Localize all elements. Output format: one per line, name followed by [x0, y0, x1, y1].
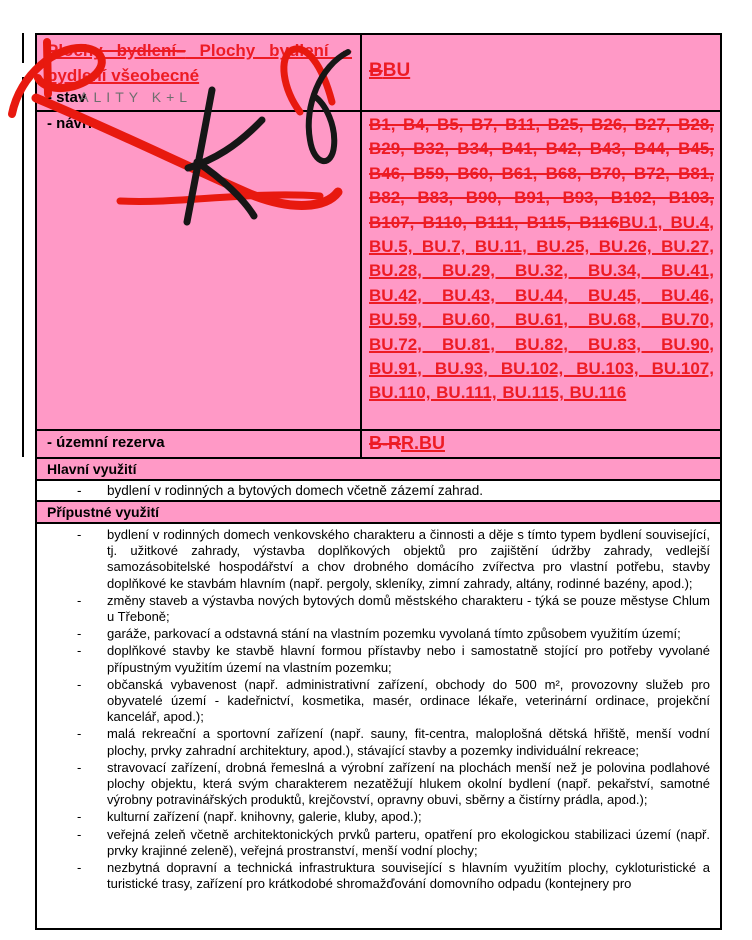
- bullet-text: změny staveb a výstavba nových bytových domů městského charakteru - týká se pouze městyse Chlum u Třeboně;: [107, 592, 710, 625]
- rezerva-value-cell: [362, 431, 720, 457]
- header-code-cell: [362, 35, 720, 110]
- change-bar-main: [22, 77, 24, 457]
- table-row: [37, 35, 720, 112]
- rezerva-deleted: B-R: [369, 433, 401, 453]
- bullet-dash: -: [77, 626, 82, 642]
- list-item: [37, 527, 720, 592]
- bullet-text: malá rekreační a sportovní zařízení (např. sauny, fit-centra, maloplošná dětská hřiště, menší vodní plochy, prvky zahradní architektury, apod.), stávající stavby a pozemky individuální rekreace;: [107, 726, 710, 758]
- table-row: [37, 112, 720, 431]
- header-title-cell: [37, 35, 362, 110]
- stav-label: - stav: [47, 89, 87, 106]
- bullet-text: doplňkové stavby ke stavbě hlavní formou přístavby nebo i samostatně stojící pro potřeby vyvolané přípustným využitím území na vlastním pozemku;: [107, 643, 710, 675]
- bullet-text: stravovací zařízení, drobná řemeslná a výrobní zařízení na plochách menší než je polovina podlahové plochy objektu, která svým charakterem nezatěžují hlukem okolní bydlení (např. pekařství, samotné výrobny potravinářských produktů, krejčovství, opravny obuvi, sběrny a čistírny prádla, apod.);: [107, 759, 710, 808]
- rezerva-label: - územní rezerva: [47, 434, 165, 451]
- change-bar-top: [22, 33, 24, 63]
- bullet-dash: -: [77, 826, 82, 842]
- bullet-dash: -: [77, 592, 82, 608]
- section-header-pripustne-vyuziti: Přípustné využití: [37, 502, 720, 524]
- bullet-text: kulturní zařízení (např. knihovny, galerie, kluby, apod.);: [107, 809, 422, 825]
- list-item: [37, 643, 720, 675]
- title-deleted-text: Plochy bydlení–: [47, 41, 186, 60]
- code-inserted: BU: [382, 60, 411, 81]
- navrh-deleted-codes: B1, B4, B5, B7, B11, B25, B26, B27, B28, B29, B32, B34, B41, B42, B43, B44, B45, B46, B59, B60, B61, B68, B70, B72, B81, B82, B83, B90, B91, B93, B102, B103, B107, B110, B111, B115, B116: [369, 115, 714, 232]
- navrh-label-cell: [37, 112, 362, 429]
- bullet-text: bydlení v rodinných a bytových domech včetně zázemí zahrad.: [107, 483, 483, 498]
- bullet-text: garáže, parkovací a odstavná stání na vlastním pozemku vyvolaná tímto způsobem využitím území;: [107, 626, 681, 642]
- section-header-hlavni-vyuziti: Hlavní využití: [37, 459, 720, 481]
- bullet-text: veřejná zeleň včetně architektonických prvků parteru, opatření pro ekologickou stabilizaci území (např. prvky krajinné zeleně), veřejná prostranství, menší vodní plochy;: [107, 826, 710, 858]
- title-inserted-text: Plochy bydlení – bydlení všeobecné: [47, 41, 352, 85]
- bullet-text: nezbytná dopravní a technická infrastruktura související s hlavním využitím plochy, cykloturistické a turistické trasy, zařízení pro krátkodobé shromažďování domovního odpadu (kontejnery pro: [107, 860, 710, 892]
- navrh-label: - návrh: [47, 115, 98, 132]
- bullet-dash: -: [77, 759, 82, 775]
- navrh-code-list: [369, 113, 714, 406]
- code-deleted: B: [369, 60, 383, 81]
- bullet-dash: -: [77, 676, 82, 692]
- pripustne-vyuziti-content: [37, 524, 720, 930]
- rezerva-label-cell: [37, 431, 362, 457]
- bullet-dash: -: [77, 726, 82, 742]
- table-row: [37, 431, 720, 459]
- rezerva-code: [369, 433, 714, 454]
- bullet-dash: -: [77, 527, 82, 542]
- navrh-value-cell: [362, 112, 720, 429]
- watermark-text: ALITY K+L: [79, 89, 193, 105]
- list-item: [37, 760, 720, 809]
- zone-code: [369, 60, 714, 82]
- list-item: [37, 626, 720, 642]
- zoning-table: [35, 33, 722, 930]
- bullet-text: občanská vybavenost (např. administrativní zařízení, obchody do 500 m², provozovny služeb pro obyvatelé území - kadeřnictví, kosmetika, masér, ordinace lékaře, veterinární ordinace, projekční kancelář, apod.);: [107, 676, 710, 725]
- list-item: [37, 481, 720, 500]
- bullet-dash: -: [77, 860, 82, 876]
- list-item: [37, 726, 720, 758]
- rezerva-inserted: R.BU: [401, 433, 445, 453]
- navrh-inserted-codes: BU.1, BU.4, BU.5, BU.7, BU.11, BU.25, BU.26, BU.27, BU.28, BU.29, BU.32, BU.34, BU.41, BU.42, BU.43, BU.44, BU.45, BU.46, BU.59, BU.60, BU.61, BU.68, BU.70, BU.72, BU.81, BU.82, BU.83, BU.90, BU.91, BU.93, BU.102, BU.103, BU.107, BU.110, BU.111, BU.115, BU.116: [369, 212, 714, 403]
- stav-row-label: [47, 89, 352, 106]
- bullet-dash: -: [77, 809, 82, 825]
- list-item: [37, 677, 720, 726]
- bullet-dash: -: [77, 643, 82, 659]
- hlavni-vyuziti-content: [37, 481, 720, 502]
- list-item: [37, 860, 720, 892]
- page-title: [47, 38, 352, 88]
- list-item: [37, 827, 720, 859]
- bullet-dash: -: [77, 483, 82, 498]
- bullet-text: bydlení v rodinných domech venkovského charakteru a činnosti a děje s tímto typem bydlení související, tj. užitkové zahrady, výstavba doplňkových objektů pro zajištění údržby zahrady, vedlejší samozásobitelské hospodářství a chov drobného domácího zvířectva pro vlastní potřebu, stavby doplňkové ke stavbám hlavním (např. pergoly, skleníky, zimní zahrady, altány, rodinné bazény, apod.);: [107, 527, 710, 591]
- list-item: [37, 809, 720, 825]
- list-item: [37, 593, 720, 625]
